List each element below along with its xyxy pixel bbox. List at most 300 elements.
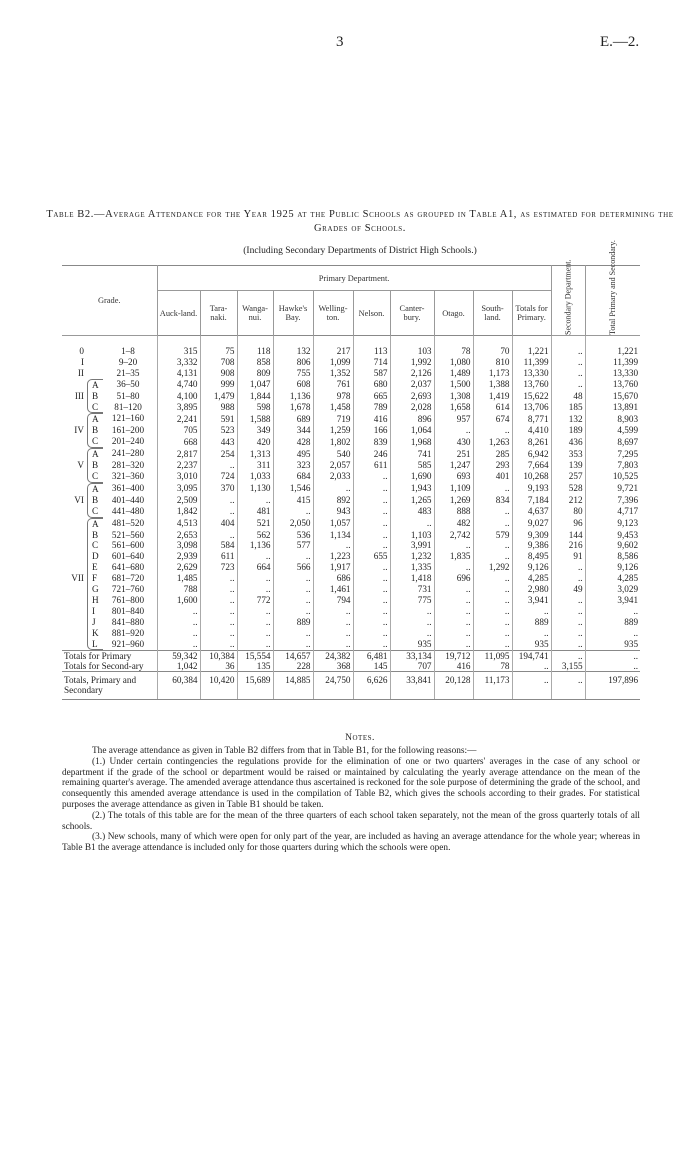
total-value-cell: 416 — [434, 661, 473, 672]
totals-label: Totals for Primary — [62, 651, 157, 662]
value-cell: 741 — [390, 448, 434, 460]
value-cell: 8,495 — [512, 551, 551, 562]
grade-cell — [62, 617, 157, 628]
value-cell: 4,740 — [157, 379, 200, 391]
value-cell: .. — [273, 628, 313, 639]
total-value-cell: 6,481 — [353, 651, 390, 662]
grade-subdivision: B — [87, 460, 103, 471]
total-value-cell: 36 — [200, 661, 237, 672]
total-value-cell: .. — [512, 661, 551, 672]
total-value-cell: 78 — [473, 661, 512, 672]
table-row — [62, 595, 640, 606]
value-cell: 353 — [551, 448, 585, 460]
value-cell: .. — [551, 573, 585, 584]
attendance-range: 121–160 — [111, 413, 145, 424]
value-cell: 1,130 — [237, 483, 273, 495]
value-cell: .. — [473, 540, 512, 551]
value-cell: .. — [200, 460, 237, 471]
value-cell: 430 — [434, 436, 473, 448]
grade-subdivision: F — [87, 573, 103, 584]
value-cell: 9,602 — [585, 540, 640, 551]
value-cell: 696 — [434, 573, 473, 584]
value-cell: 957 — [434, 413, 473, 425]
value-cell: .. — [551, 368, 585, 379]
value-cell: 70 — [473, 336, 512, 357]
value-cell: 2,509 — [157, 495, 200, 506]
value-cell: 7,184 — [512, 495, 551, 506]
grade-subdivision: A — [87, 483, 103, 495]
attendance-range: 1–8 — [121, 346, 135, 356]
value-cell: 9,453 — [585, 530, 640, 541]
grade-numeral — [62, 483, 87, 495]
value-cell: .. — [273, 551, 313, 562]
attendance-range: 201–240 — [111, 436, 145, 447]
table-row — [62, 357, 640, 368]
attendance-range: 36–50 — [116, 378, 140, 389]
value-cell: 935 — [512, 639, 551, 651]
value-cell: .. — [237, 573, 273, 584]
value-cell: 436 — [551, 436, 585, 448]
value-cell: 731 — [390, 584, 434, 595]
total-value-cell: 11,095 — [473, 651, 512, 662]
value-cell: 2,037 — [390, 379, 434, 391]
value-cell: .. — [434, 628, 473, 639]
value-cell: 3,095 — [157, 483, 200, 495]
value-cell: 216 — [551, 540, 585, 551]
attendance-range: 641–680 — [111, 562, 145, 573]
attendance-range: 281–320 — [111, 460, 145, 471]
value-cell: .. — [237, 639, 273, 651]
value-cell: 665 — [353, 391, 390, 402]
value-cell: 810 — [473, 357, 512, 368]
value-cell: 1,485 — [157, 573, 200, 584]
grade-subdivision: I — [87, 606, 103, 617]
value-cell: .. — [237, 617, 273, 628]
value-cell: 185 — [551, 402, 585, 414]
value-cell: 1,458 — [313, 402, 353, 414]
grade-numeral — [62, 617, 87, 628]
value-cell: 714 — [353, 357, 390, 368]
value-cell: 888 — [434, 506, 473, 518]
table-row — [62, 448, 640, 460]
grade-cell — [62, 471, 157, 483]
value-cell: 584 — [200, 540, 237, 551]
value-cell: .. — [273, 584, 313, 595]
value-cell: 2,028 — [390, 402, 434, 414]
total-value-cell: 197,896 — [585, 672, 640, 700]
value-cell: 536 — [273, 530, 313, 541]
value-cell: 3,029 — [585, 584, 640, 595]
grade-cell — [62, 425, 157, 436]
attendance-range: 881–920 — [111, 627, 145, 638]
total-primary-secondary-header: Total Primary and Secondary. — [585, 266, 640, 336]
total-value-cell: 33,841 — [390, 672, 434, 700]
value-cell: 775 — [390, 595, 434, 606]
value-cell: 3,010 — [157, 471, 200, 483]
value-cell: 611 — [353, 460, 390, 471]
value-cell: .. — [200, 530, 237, 541]
notes-body — [62, 746, 640, 854]
value-cell: 2,817 — [157, 448, 200, 460]
value-cell: .. — [313, 639, 353, 651]
attendance-range: 9–20 — [118, 356, 138, 367]
grade-numeral — [62, 628, 87, 639]
grade-subdivision: A — [87, 518, 103, 530]
value-cell: 1,308 — [434, 391, 473, 402]
attendance-range: 841–880 — [111, 616, 145, 627]
value-cell: 788 — [157, 584, 200, 595]
value-cell: 889 — [273, 617, 313, 628]
note-paragraph: The average attendance as given in Table B2 differs from that in Table B1, for the following reasons:— — [92, 746, 477, 756]
grade-cell — [62, 562, 157, 573]
grade-cell — [62, 495, 157, 506]
value-cell: .. — [551, 595, 585, 606]
value-cell: 2,126 — [390, 368, 434, 379]
value-cell: .. — [237, 628, 273, 639]
value-cell: 587 — [353, 368, 390, 379]
value-cell: 4,513 — [157, 518, 200, 530]
table-row — [62, 495, 640, 506]
grade-numeral — [62, 551, 87, 562]
totals-row — [62, 661, 640, 672]
total-value-cell: .. — [512, 672, 551, 700]
grade-subdivision: H — [87, 595, 103, 606]
value-cell: 566 — [273, 562, 313, 573]
value-cell: .. — [390, 628, 434, 639]
value-cell: 9,193 — [512, 483, 551, 495]
value-cell: 257 — [551, 471, 585, 483]
value-cell: .. — [434, 425, 473, 436]
value-cell: .. — [313, 617, 353, 628]
grade-numeral — [62, 595, 87, 606]
grade-subdivision: B — [87, 391, 103, 402]
value-cell: 15,622 — [512, 391, 551, 402]
value-cell: .. — [353, 483, 390, 495]
value-cell: 1,419 — [473, 391, 512, 402]
total-value-cell: 60,384 — [157, 672, 200, 700]
value-cell: 1,259 — [313, 425, 353, 436]
value-cell: 889 — [585, 617, 640, 628]
grade-numeral — [62, 402, 87, 414]
value-cell: .. — [473, 551, 512, 562]
value-cell: 3,941 — [585, 595, 640, 606]
value-cell: .. — [473, 518, 512, 530]
value-cell: .. — [473, 483, 512, 495]
table-row — [62, 584, 640, 595]
value-cell: 591 — [200, 413, 237, 425]
total-value-cell: 135 — [237, 661, 273, 672]
value-cell: 1,352 — [313, 368, 353, 379]
value-cell: 1,842 — [157, 506, 200, 518]
total-value-cell: 15,554 — [237, 651, 273, 662]
grade-numeral — [62, 606, 87, 617]
grade-numeral — [62, 379, 87, 391]
value-cell: .. — [200, 573, 237, 584]
value-cell: 7,664 — [512, 460, 551, 471]
grade-subdivision — [87, 368, 103, 379]
value-cell: 935 — [585, 639, 640, 651]
value-cell: 9,309 — [512, 530, 551, 541]
value-cell: .. — [237, 495, 273, 506]
grade-cell — [62, 639, 157, 651]
value-cell: .. — [551, 357, 585, 368]
value-cell: 10,525 — [585, 471, 640, 483]
grade-cell — [62, 391, 157, 402]
value-cell: 481 — [237, 506, 273, 518]
grade-subdivision — [87, 346, 103, 357]
totals-label: Totals for Second-ary — [64, 661, 144, 672]
total-value-cell: 707 — [390, 661, 434, 672]
value-cell: .. — [473, 573, 512, 584]
value-cell: 404 — [200, 518, 237, 530]
value-cell: 794 — [313, 595, 353, 606]
value-cell: 2,033 — [313, 471, 353, 483]
grade-numeral — [62, 448, 87, 460]
value-cell: .. — [313, 606, 353, 617]
value-cell: 611 — [200, 551, 237, 562]
value-cell: 96 — [551, 518, 585, 530]
value-cell: 834 — [473, 495, 512, 506]
value-cell: 13,891 — [585, 402, 640, 414]
value-cell: .. — [237, 551, 273, 562]
value-cell: 75 — [200, 336, 237, 357]
grade-cell — [62, 595, 157, 606]
value-cell: 577 — [273, 540, 313, 551]
value-cell: 415 — [273, 495, 313, 506]
value-cell: 8,586 — [585, 551, 640, 562]
value-cell: 293 — [473, 460, 512, 471]
value-cell: 1,221 — [585, 336, 640, 357]
value-cell: 3,941 — [512, 595, 551, 606]
table-row — [62, 460, 640, 471]
value-cell: 254 — [200, 448, 237, 460]
value-cell: 686 — [313, 573, 353, 584]
value-cell: .. — [434, 562, 473, 573]
value-cell: 13,760 — [585, 379, 640, 391]
value-cell: 978 — [313, 391, 353, 402]
value-cell: .. — [353, 573, 390, 584]
value-cell: 1,943 — [390, 483, 434, 495]
value-cell: 9,126 — [585, 562, 640, 573]
attendance-range: 681–720 — [111, 573, 145, 584]
attendance-range: 761–800 — [111, 594, 145, 605]
value-cell: 1,418 — [390, 573, 434, 584]
value-cell: .. — [353, 540, 390, 551]
value-cell: 13,760 — [512, 379, 551, 391]
value-cell: 3,332 — [157, 357, 200, 368]
value-cell: .. — [434, 595, 473, 606]
value-cell: 896 — [390, 413, 434, 425]
value-cell: 311 — [237, 460, 273, 471]
table-row — [62, 551, 640, 562]
value-cell: 708 — [200, 357, 237, 368]
note-paragraph: (3.) New schools, many of which were open for only part of the year, are included as having an average attendance for the whole year; whereas in Table B1 the average attendance is included only for those quarters during which the schools were open. — [62, 832, 640, 854]
value-cell: 3,098 — [157, 540, 200, 551]
value-cell: 1,134 — [313, 530, 353, 541]
grade-subdivision: C — [87, 402, 103, 414]
value-cell: 1,844 — [237, 391, 273, 402]
value-cell: 664 — [237, 562, 273, 573]
grade-numeral: II — [77, 367, 84, 378]
grade-cell — [62, 357, 157, 368]
grade-subdivision: A — [87, 448, 103, 460]
total-value-cell: 194,741 — [512, 651, 551, 662]
total-value-cell: 145 — [353, 661, 390, 672]
value-cell: 3,991 — [390, 540, 434, 551]
value-cell: 1,678 — [273, 402, 313, 414]
value-cell: 4,285 — [512, 573, 551, 584]
value-cell: .. — [473, 425, 512, 436]
grade-numeral: III — [74, 390, 84, 401]
value-cell: 1,802 — [313, 436, 353, 448]
grade-subdivision: B — [87, 425, 103, 436]
table-row — [62, 639, 640, 651]
grade-cell — [62, 584, 157, 595]
total-value-cell: 24,382 — [313, 651, 353, 662]
value-cell: .. — [353, 518, 390, 530]
value-cell: 2,629 — [157, 562, 200, 573]
value-cell: 1,265 — [390, 495, 434, 506]
total-value-cell: 15,689 — [237, 672, 273, 700]
total-value-cell: 1,042 — [157, 661, 200, 672]
value-cell: .. — [200, 617, 237, 628]
value-cell: 4,285 — [585, 573, 640, 584]
value-cell: 15,670 — [585, 391, 640, 402]
value-cell: 7,396 — [585, 495, 640, 506]
value-cell: 2,241 — [157, 413, 200, 425]
value-cell: 908 — [200, 368, 237, 379]
value-cell: 11,399 — [512, 357, 551, 368]
value-cell: 212 — [551, 495, 585, 506]
attendance-range: 721–760 — [111, 584, 145, 595]
grade-cell — [62, 379, 157, 391]
value-cell: 2,693 — [390, 391, 434, 402]
secondary-department-header: Secondary Department. — [551, 266, 585, 336]
value-cell: 48 — [551, 391, 585, 402]
value-cell: 1,103 — [390, 530, 434, 541]
value-cell: 4,637 — [512, 506, 551, 518]
value-cell: .. — [200, 584, 237, 595]
value-cell: 49 — [551, 584, 585, 595]
table-row — [62, 436, 640, 448]
grade-subdivision: A — [87, 379, 103, 391]
total-value-cell: 10,420 — [200, 672, 237, 700]
attendance-range: 161–200 — [111, 425, 145, 436]
value-cell: 6,942 — [512, 448, 551, 460]
value-cell: 689 — [273, 413, 313, 425]
value-cell: 724 — [200, 471, 237, 483]
value-cell: 1,588 — [237, 413, 273, 425]
table-row — [62, 617, 640, 628]
value-cell: 2,742 — [434, 530, 473, 541]
grade-subdivision: J — [87, 617, 103, 628]
total-value-cell: 33,134 — [390, 651, 434, 662]
attendance-range: 561–600 — [111, 540, 145, 551]
value-cell: 495 — [273, 448, 313, 460]
value-cell: 428 — [273, 436, 313, 448]
column-header: South-land. — [473, 291, 512, 336]
value-cell: 988 — [200, 402, 237, 414]
table-row — [62, 391, 640, 402]
value-cell: 562 — [237, 530, 273, 541]
value-cell: 1,690 — [390, 471, 434, 483]
grade-numeral — [62, 530, 87, 541]
table-subtitle: (Including Secondary Departments of District High Schools.) — [243, 246, 477, 256]
value-cell: 892 — [313, 495, 353, 506]
value-cell: .. — [353, 606, 390, 617]
value-cell: 4,599 — [585, 425, 640, 436]
value-cell: .. — [434, 639, 473, 651]
value-cell: 540 — [313, 448, 353, 460]
attendance-range: 921–960 — [111, 638, 145, 649]
table-row — [62, 483, 640, 495]
value-cell: .. — [585, 606, 640, 617]
value-cell: 1,136 — [237, 540, 273, 551]
table-row — [62, 413, 640, 425]
table-row — [62, 540, 640, 551]
value-cell: .. — [353, 506, 390, 518]
value-cell: 521 — [237, 518, 273, 530]
table-title: Table B2.—Average Attendance for the Year 1925 at the Public Schools as grouped in Table A1, as estimated for determining the Grades of Schools. — [46, 209, 674, 234]
value-cell: 7,803 — [585, 460, 640, 471]
value-cell: 4,100 — [157, 391, 200, 402]
value-cell: 370 — [200, 483, 237, 495]
value-cell: 528 — [551, 483, 585, 495]
table-row — [62, 518, 640, 530]
value-cell: 9,126 — [512, 562, 551, 573]
value-cell: 246 — [353, 448, 390, 460]
grade-numeral — [62, 413, 87, 425]
grade-subdivision: C — [87, 540, 103, 551]
value-cell: 598 — [237, 402, 273, 414]
grade-subdivision: G — [87, 584, 103, 595]
grade-cell — [62, 540, 157, 551]
value-cell: 443 — [200, 436, 237, 448]
value-cell: 1,917 — [313, 562, 353, 573]
value-cell: 1,600 — [157, 595, 200, 606]
value-cell: 482 — [434, 518, 473, 530]
total-value-cell: .. — [551, 651, 585, 662]
value-cell: 674 — [473, 413, 512, 425]
value-cell: 251 — [434, 448, 473, 460]
totals-row — [62, 651, 640, 662]
value-cell: 1,461 — [313, 584, 353, 595]
totals-row — [62, 672, 640, 700]
total-value-cell: .. — [585, 651, 640, 662]
value-cell: 1,064 — [390, 425, 434, 436]
value-cell: 655 — [353, 551, 390, 562]
grade-cell — [62, 573, 157, 584]
value-cell: .. — [551, 562, 585, 573]
grade-cell — [62, 551, 157, 562]
value-cell: 3,895 — [157, 402, 200, 414]
value-cell: 809 — [237, 368, 273, 379]
value-cell: 789 — [353, 402, 390, 414]
value-cell: .. — [473, 617, 512, 628]
grade-numeral — [62, 540, 87, 551]
value-cell: .. — [473, 606, 512, 617]
value-cell: 1,335 — [390, 562, 434, 573]
grade-cell — [62, 483, 157, 495]
grade-subdivision: A — [87, 413, 103, 425]
value-cell: 1,057 — [313, 518, 353, 530]
value-cell: 13,330 — [512, 368, 551, 379]
value-cell: 91 — [551, 551, 585, 562]
primary-department-header: Primary Department. — [157, 266, 551, 291]
grade-numeral: VI — [74, 494, 84, 505]
table-row — [62, 402, 640, 414]
value-cell: .. — [200, 639, 237, 651]
